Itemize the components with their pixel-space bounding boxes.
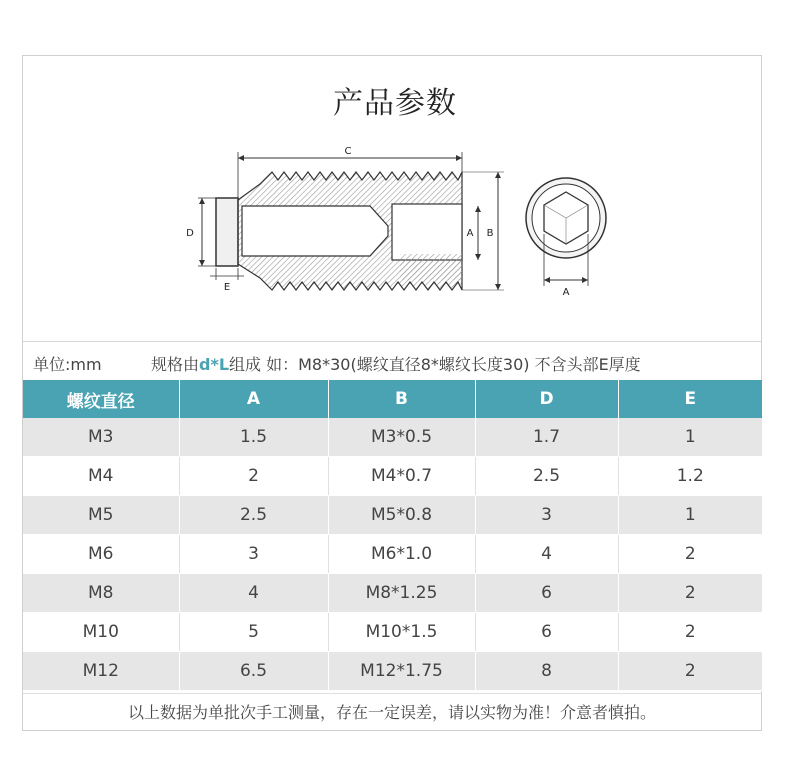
- cell-e: 1: [618, 418, 762, 457]
- cell-thread: M12: [23, 652, 179, 691]
- cell-a: 5: [179, 613, 328, 652]
- cell-d: 3: [475, 496, 618, 535]
- cell-b: M10*1.5: [328, 613, 475, 652]
- header-d: D: [475, 380, 618, 418]
- cell-thread: M6: [23, 535, 179, 574]
- table-row: [23, 535, 762, 574]
- dimension-e: [210, 268, 244, 293]
- table-row: [23, 574, 762, 613]
- dimension-d: [186, 198, 216, 266]
- cell-d: 4: [475, 535, 618, 574]
- cell-a: 3: [179, 535, 328, 574]
- cell-a: 2: [179, 457, 328, 496]
- unit-and-spec-row: [23, 341, 761, 381]
- cell-thread: M3: [23, 418, 179, 457]
- table-row: [23, 613, 762, 652]
- screw-end-view: [526, 178, 606, 298]
- disclaimer-note: 以上数据为单批次手工测量，存在一定误差，请以实物为准！介意者慎拍。: [23, 693, 761, 731]
- cell-b: M6*1.0: [328, 535, 475, 574]
- header-b: B: [328, 380, 475, 418]
- cell-e: 2: [618, 535, 762, 574]
- screw-diagram: [180, 140, 630, 310]
- spec-prefix: 规格由: [151, 355, 200, 374]
- label-b-side: B: [486, 228, 494, 239]
- cell-thread: M8: [23, 574, 179, 613]
- cell-thread: M4: [23, 457, 179, 496]
- unit-label: 单位:mm: [33, 355, 102, 374]
- cell-e: 2: [618, 574, 762, 613]
- table-row: [23, 418, 762, 457]
- cell-e: 2: [618, 652, 762, 691]
- cell-e: 1: [618, 496, 762, 535]
- cell-d: 1.7: [475, 418, 618, 457]
- cell-e: 2: [618, 613, 762, 652]
- cell-thread: M10: [23, 613, 179, 652]
- cell-a: 4: [179, 574, 328, 613]
- table-header-row: [23, 380, 762, 418]
- label-c: C: [344, 146, 352, 157]
- dimension-a-b-side: [462, 172, 504, 290]
- table-row: [23, 457, 762, 496]
- cell-thread: M5: [23, 496, 179, 535]
- cell-d: 8: [475, 652, 618, 691]
- header-a: A: [179, 380, 328, 418]
- page-title: 产品参数: [333, 86, 457, 121]
- label-a-end: A: [562, 287, 570, 298]
- parameter-table: [23, 380, 762, 691]
- cell-d: 2.5: [475, 457, 618, 496]
- cell-e: 1.2: [618, 457, 762, 496]
- cell-d: 6: [475, 613, 618, 652]
- cell-b: M5*0.8: [328, 496, 475, 535]
- cell-a: 1.5: [179, 418, 328, 457]
- screw-side-view: [216, 172, 462, 290]
- label-e: E: [223, 282, 231, 293]
- cell-a: 2.5: [179, 496, 328, 535]
- spec-highlight: d*L: [199, 355, 230, 374]
- label-d: D: [186, 228, 194, 239]
- cell-b: M4*0.7: [328, 457, 475, 496]
- table-row: [23, 496, 762, 535]
- label-a-side: A: [466, 228, 474, 239]
- header-e: E: [618, 380, 762, 418]
- cell-a: 6.5: [179, 652, 328, 691]
- cell-d: 6: [475, 574, 618, 613]
- cell-b: M8*1.25: [328, 574, 475, 613]
- header-thread-diameter: 螺纹直径: [23, 380, 179, 418]
- cell-b: M12*1.75: [328, 652, 475, 691]
- spec-suffix: 组成 如：M8*30(螺纹直径8*螺纹长度30) 不含头部E厚度: [229, 355, 641, 374]
- cell-b: M3*0.5: [328, 418, 475, 457]
- spec-description: [151, 352, 641, 375]
- table-row: [23, 652, 762, 691]
